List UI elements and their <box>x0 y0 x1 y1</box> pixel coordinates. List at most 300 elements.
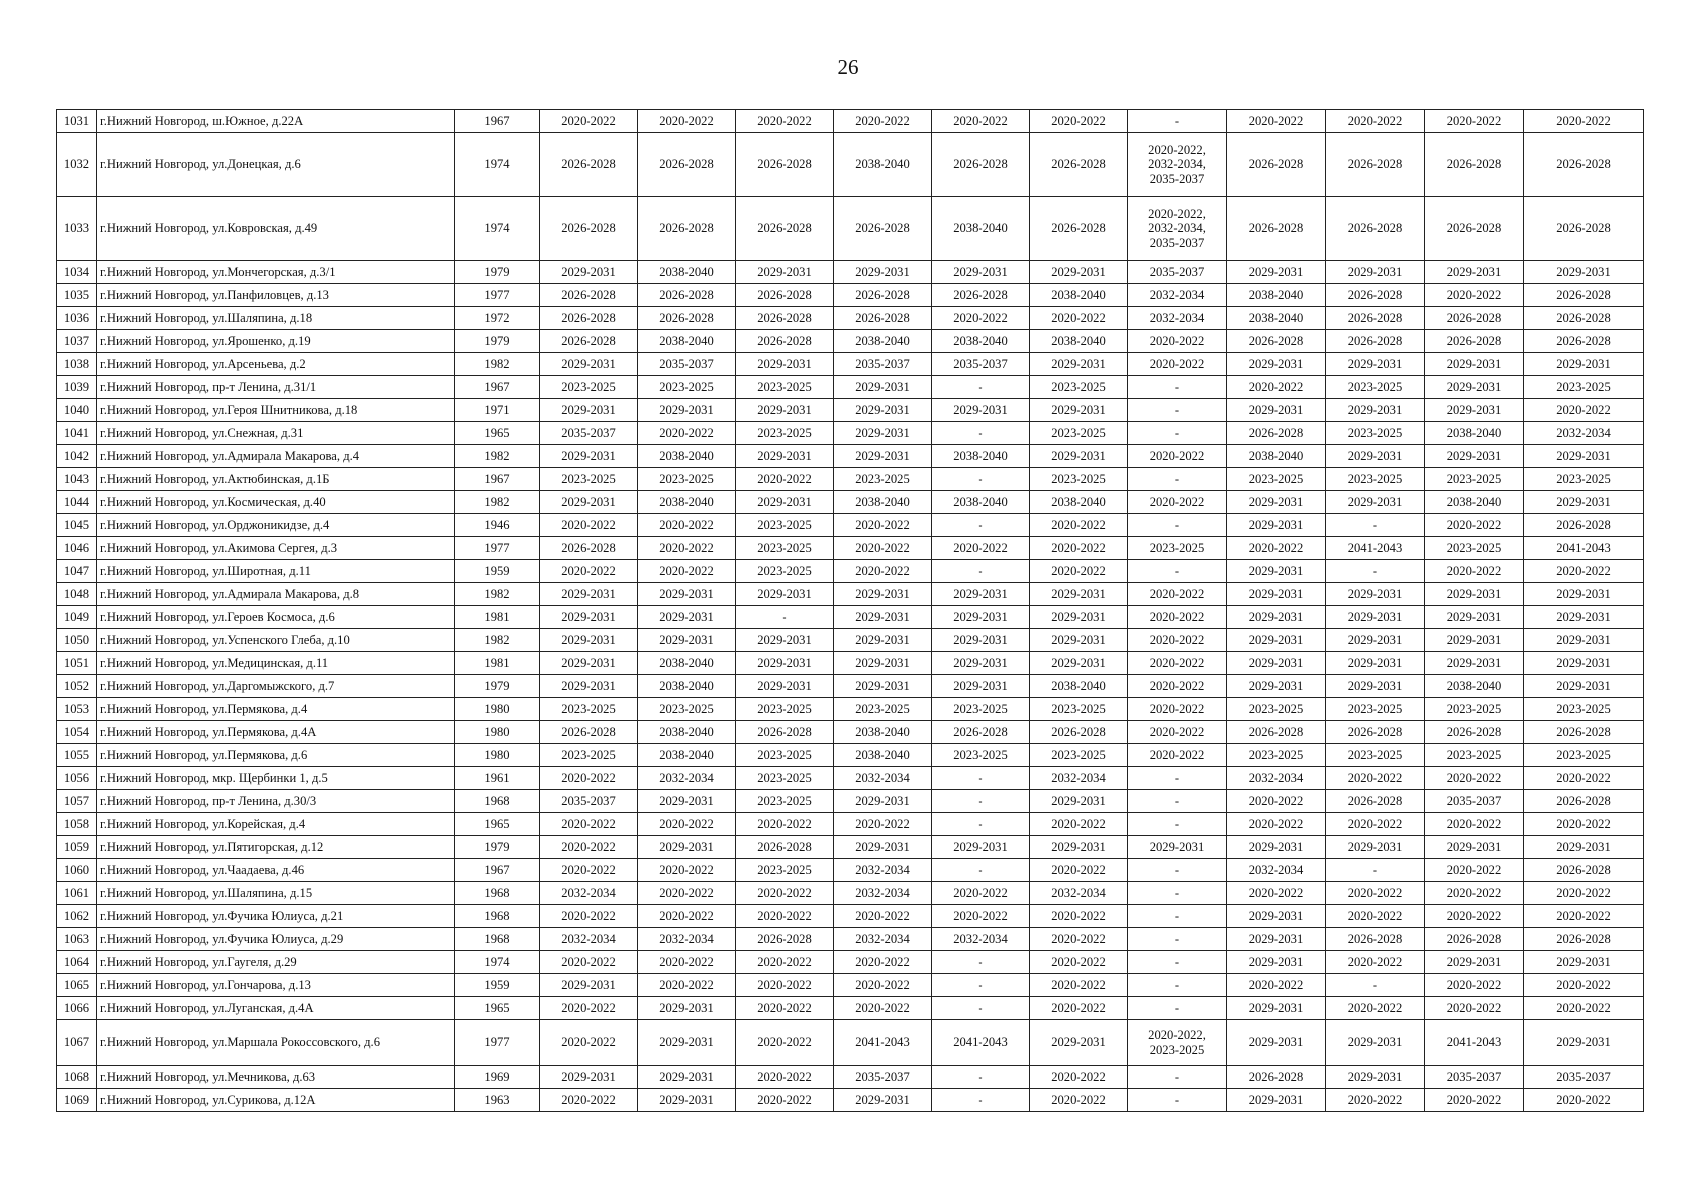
cell-repair-period-4: 2029-2031 <box>834 652 932 675</box>
cell-repair-period-8: 2029-2031 <box>1227 491 1326 514</box>
cell-repair-period-6: 2029-2031 <box>1030 261 1128 284</box>
cell-repair-period-3: 2026-2028 <box>736 284 834 307</box>
cell-row-number: 1044 <box>57 491 97 514</box>
cell-build-year: 1982 <box>455 353 540 376</box>
cell-repair-period-11: 2032-2034 <box>1524 422 1644 445</box>
cell-repair-period-4: 2038-2040 <box>834 330 932 353</box>
cell-repair-period-2: 2038-2040 <box>638 261 736 284</box>
cell-repair-period-1: 2020-2022 <box>540 951 638 974</box>
cell-repair-period-1: 2029-2031 <box>540 606 638 629</box>
cell-repair-period-5: 2020-2022 <box>932 110 1030 133</box>
cell-repair-period-10: 2023-2025 <box>1425 537 1524 560</box>
cell-repair-period-2: 2029-2031 <box>638 399 736 422</box>
cell-repair-period-5: 2041-2043 <box>932 1020 1030 1066</box>
cell-row-number: 1057 <box>57 790 97 813</box>
cell-repair-period-1: 2029-2031 <box>540 652 638 675</box>
cell-build-year: 1967 <box>455 468 540 491</box>
cell-address: г.Нижний Новгород, ул.Мечникова, д.63 <box>97 1066 455 1089</box>
cell-build-year: 1968 <box>455 790 540 813</box>
cell-repair-period-1: 2026-2028 <box>540 284 638 307</box>
cell-row-number: 1041 <box>57 422 97 445</box>
cell-repair-period-4: 2026-2028 <box>834 197 932 261</box>
cell-repair-period-2: 2029-2031 <box>638 1089 736 1112</box>
cell-row-number: 1052 <box>57 675 97 698</box>
cell-build-year: 1979 <box>455 330 540 353</box>
cell-repair-period-5: 2020-2022 <box>932 882 1030 905</box>
cell-repair-period-7: - <box>1128 468 1227 491</box>
table-row <box>57 1066 1644 1089</box>
cell-repair-period-1: 2032-2034 <box>540 882 638 905</box>
cell-repair-period-10: 2038-2040 <box>1425 491 1524 514</box>
cell-repair-period-9: 2023-2025 <box>1326 744 1425 767</box>
cell-repair-period-11: 2026-2028 <box>1524 133 1644 197</box>
cell-repair-period-9: 2029-2031 <box>1326 629 1425 652</box>
cell-repair-period-8: 2020-2022 <box>1227 813 1326 836</box>
table-row <box>57 261 1644 284</box>
cell-address: г.Нижний Новгород, ул.Снежная, д.31 <box>97 422 455 445</box>
cell-repair-period-10: 2038-2040 <box>1425 675 1524 698</box>
cell-repair-period-6: 2023-2025 <box>1030 422 1128 445</box>
cell-repair-period-3: 2026-2028 <box>736 133 834 197</box>
cell-repair-period-7: - <box>1128 813 1227 836</box>
cell-repair-period-7: 2020-2022 <box>1128 330 1227 353</box>
table-row <box>57 330 1644 353</box>
cell-repair-period-8: 2029-2031 <box>1227 629 1326 652</box>
cell-repair-period-6: 2029-2031 <box>1030 353 1128 376</box>
cell-repair-period-7: 2020-2022 <box>1128 675 1227 698</box>
cell-repair-period-5: - <box>932 1066 1030 1089</box>
cell-repair-period-7: 2020-2022 <box>1128 721 1227 744</box>
cell-repair-period-6: 2029-2031 <box>1030 790 1128 813</box>
cell-repair-period-2: 2029-2031 <box>638 836 736 859</box>
cell-repair-period-10: 2020-2022 <box>1425 882 1524 905</box>
cell-repair-period-2: 2038-2040 <box>638 445 736 468</box>
cell-build-year: 1980 <box>455 721 540 744</box>
table-row <box>57 859 1644 882</box>
cell-repair-period-6: 2023-2025 <box>1030 376 1128 399</box>
cell-repair-period-3: 2020-2022 <box>736 905 834 928</box>
cell-repair-period-9: 2020-2022 <box>1326 951 1425 974</box>
cell-repair-period-2: 2026-2028 <box>638 133 736 197</box>
cell-repair-period-10: 2029-2031 <box>1425 606 1524 629</box>
cell-repair-period-10: 2020-2022 <box>1425 905 1524 928</box>
cell-address: г.Нижний Новгород, ул.Акимова Сергея, д.3 <box>97 537 455 560</box>
cell-repair-period-4: 2023-2025 <box>834 698 932 721</box>
table-row <box>57 629 1644 652</box>
page-number: 26 <box>837 55 859 79</box>
cell-address: г.Нижний Новгород, ул.Гаугеля, д.29 <box>97 951 455 974</box>
cell-repair-period-8: 2026-2028 <box>1227 721 1326 744</box>
cell-address: г.Нижний Новгород, ул.Ярошенко, д.19 <box>97 330 455 353</box>
cell-repair-period-6: 2029-2031 <box>1030 583 1128 606</box>
cell-repair-period-7: - <box>1128 1089 1227 1112</box>
cell-row-number: 1037 <box>57 330 97 353</box>
cell-row-number: 1055 <box>57 744 97 767</box>
cell-repair-period-6: 2023-2025 <box>1030 744 1128 767</box>
cell-repair-period-2: 2038-2040 <box>638 330 736 353</box>
cell-repair-period-1: 2026-2028 <box>540 307 638 330</box>
cell-address: г.Нижний Новгород, ул.Героя Шнитникова, д.18 <box>97 399 455 422</box>
cell-repair-period-6: 2029-2031 <box>1030 652 1128 675</box>
cell-build-year: 1974 <box>455 133 540 197</box>
cell-build-year: 1981 <box>455 606 540 629</box>
cell-repair-period-7: - <box>1128 560 1227 583</box>
cell-address: г.Нижний Новгород, ул.Орджоникидзе, д.4 <box>97 514 455 537</box>
cell-repair-period-1: 2023-2025 <box>540 698 638 721</box>
cell-repair-period-11: 2029-2031 <box>1524 606 1644 629</box>
cell-repair-period-3: 2020-2022 <box>736 882 834 905</box>
cell-repair-period-7: - <box>1128 767 1227 790</box>
cell-repair-period-6: 2023-2025 <box>1030 468 1128 491</box>
cell-repair-period-8: 2029-2031 <box>1227 399 1326 422</box>
cell-address: г.Нижний Новгород, ул.Фучика Юлиуса, д.29 <box>97 928 455 951</box>
cell-build-year: 1968 <box>455 905 540 928</box>
cell-repair-period-8: 2020-2022 <box>1227 790 1326 813</box>
cell-repair-period-10: 2020-2022 <box>1425 813 1524 836</box>
cell-repair-period-9: 2029-2031 <box>1326 836 1425 859</box>
cell-repair-period-2: 2020-2022 <box>638 422 736 445</box>
cell-repair-period-2: 2029-2031 <box>638 583 736 606</box>
cell-repair-period-6: 2023-2025 <box>1030 698 1128 721</box>
cell-repair-period-6: 2032-2034 <box>1030 767 1128 790</box>
cell-repair-period-10: 2020-2022 <box>1425 514 1524 537</box>
cell-repair-period-2: 2032-2034 <box>638 928 736 951</box>
cell-repair-period-8: 2029-2031 <box>1227 997 1326 1020</box>
cell-repair-period-8: 2029-2031 <box>1227 836 1326 859</box>
cell-repair-period-5: 2038-2040 <box>932 197 1030 261</box>
cell-repair-period-2: 2038-2040 <box>638 721 736 744</box>
cell-repair-period-11: 2026-2028 <box>1524 790 1644 813</box>
cell-repair-period-3: 2020-2022 <box>736 951 834 974</box>
cell-repair-period-3: 2029-2031 <box>736 675 834 698</box>
cell-repair-period-4: 2029-2031 <box>834 422 932 445</box>
table-row <box>57 110 1644 133</box>
table-row <box>57 491 1644 514</box>
table-row <box>57 652 1644 675</box>
cell-address: г.Нижний Новгород, ул.Чаадаева, д.46 <box>97 859 455 882</box>
cell-build-year: 1981 <box>455 652 540 675</box>
cell-repair-period-6: 2020-2022 <box>1030 951 1128 974</box>
cell-repair-period-2: 2020-2022 <box>638 537 736 560</box>
cell-repair-period-3: 2029-2031 <box>736 652 834 675</box>
table-row <box>57 905 1644 928</box>
cell-build-year: 1977 <box>455 284 540 307</box>
cell-build-year: 1967 <box>455 859 540 882</box>
cell-repair-period-4: 2029-2031 <box>834 399 932 422</box>
cell-repair-period-3: 2029-2031 <box>736 445 834 468</box>
cell-address: г.Нижний Новгород, ул.Фучика Юлиуса, д.21 <box>97 905 455 928</box>
cell-repair-period-10: 2029-2031 <box>1425 376 1524 399</box>
cell-repair-period-3: 2020-2022 <box>736 813 834 836</box>
cell-repair-period-2: 2020-2022 <box>638 974 736 997</box>
cell-repair-period-9: 2029-2031 <box>1326 1020 1425 1066</box>
cell-repair-period-8: 2029-2031 <box>1227 675 1326 698</box>
table-row <box>57 284 1644 307</box>
cell-repair-period-1: 2023-2025 <box>540 376 638 399</box>
table-row <box>57 307 1644 330</box>
cell-repair-period-7: - <box>1128 882 1227 905</box>
cell-repair-period-9: 2020-2022 <box>1326 110 1425 133</box>
cell-build-year: 1967 <box>455 110 540 133</box>
cell-repair-period-11: 2020-2022 <box>1524 110 1644 133</box>
cell-repair-period-1: 2020-2022 <box>540 1020 638 1066</box>
cell-repair-period-1: 2023-2025 <box>540 744 638 767</box>
cell-repair-period-11: 2029-2031 <box>1524 652 1644 675</box>
cell-repair-period-10: 2029-2031 <box>1425 261 1524 284</box>
cell-repair-period-7: 2020-2022 <box>1128 698 1227 721</box>
cell-address: г.Нижний Новгород, мкр. Щербинки 1, д.5 <box>97 767 455 790</box>
cell-repair-period-5: 2029-2031 <box>932 629 1030 652</box>
cell-repair-period-11: 2026-2028 <box>1524 514 1644 537</box>
cell-repair-period-7: 2020-2022 <box>1128 491 1227 514</box>
cell-repair-period-4: 2038-2040 <box>834 721 932 744</box>
cell-row-number: 1046 <box>57 537 97 560</box>
cell-repair-period-11: 2020-2022 <box>1524 767 1644 790</box>
cell-build-year: 1961 <box>455 767 540 790</box>
cell-repair-period-4: 2032-2034 <box>834 859 932 882</box>
cell-repair-period-1: 2029-2031 <box>540 261 638 284</box>
cell-repair-period-6: 2029-2031 <box>1030 836 1128 859</box>
cell-repair-period-2: 2023-2025 <box>638 698 736 721</box>
cell-address: г.Нижний Новгород, ул.Ковровская, д.49 <box>97 197 455 261</box>
cell-row-number: 1031 <box>57 110 97 133</box>
cell-repair-period-10: 2029-2031 <box>1425 629 1524 652</box>
cell-repair-period-4: 2038-2040 <box>834 744 932 767</box>
cell-repair-period-11: 2029-2031 <box>1524 1020 1644 1066</box>
cell-repair-period-4: 2029-2031 <box>834 836 932 859</box>
cell-repair-period-4: 2035-2037 <box>834 353 932 376</box>
cell-repair-period-9: 2029-2031 <box>1326 606 1425 629</box>
cell-repair-period-10: 2029-2031 <box>1425 583 1524 606</box>
cell-row-number: 1063 <box>57 928 97 951</box>
cell-repair-period-1: 2020-2022 <box>540 767 638 790</box>
cell-repair-period-1: 2026-2028 <box>540 537 638 560</box>
cell-repair-period-10: 2026-2028 <box>1425 330 1524 353</box>
cell-repair-period-7: 2035-2037 <box>1128 261 1227 284</box>
cell-repair-period-11: 2023-2025 <box>1524 376 1644 399</box>
cell-repair-period-7: - <box>1128 905 1227 928</box>
cell-repair-period-6: 2020-2022 <box>1030 1089 1128 1112</box>
cell-repair-period-1: 2029-2031 <box>540 974 638 997</box>
cell-repair-period-5: - <box>932 790 1030 813</box>
cell-repair-period-8: 2026-2028 <box>1227 1066 1326 1089</box>
table-row <box>57 197 1644 261</box>
cell-build-year: 1972 <box>455 307 540 330</box>
cell-row-number: 1069 <box>57 1089 97 1112</box>
cell-repair-period-8: 2026-2028 <box>1227 422 1326 445</box>
cell-repair-period-11: 2020-2022 <box>1524 974 1644 997</box>
cell-repair-period-8: 2038-2040 <box>1227 307 1326 330</box>
cell-row-number: 1058 <box>57 813 97 836</box>
cell-repair-period-8: 2020-2022 <box>1227 882 1326 905</box>
cell-repair-period-7: 2029-2031 <box>1128 836 1227 859</box>
cell-repair-period-7: 2020-2022, 2032-2034, 2035-2037 <box>1128 197 1227 261</box>
cell-repair-period-4: 2029-2031 <box>834 583 932 606</box>
cell-repair-period-9: 2029-2031 <box>1326 353 1425 376</box>
table-body <box>57 110 1644 1112</box>
cell-repair-period-6: 2029-2031 <box>1030 399 1128 422</box>
cell-row-number: 1060 <box>57 859 97 882</box>
cell-repair-period-5: - <box>932 997 1030 1020</box>
table-row <box>57 767 1644 790</box>
cell-repair-period-7: 2020-2022 <box>1128 652 1227 675</box>
cell-repair-period-5: 2020-2022 <box>932 905 1030 928</box>
cell-repair-period-9: 2029-2031 <box>1326 652 1425 675</box>
cell-repair-period-1: 2026-2028 <box>540 197 638 261</box>
cell-repair-period-6: 2038-2040 <box>1030 491 1128 514</box>
cell-repair-period-11: 2020-2022 <box>1524 997 1644 1020</box>
cell-repair-period-2: 2020-2022 <box>638 110 736 133</box>
cell-build-year: 1969 <box>455 1066 540 1089</box>
cell-repair-period-4: 2020-2022 <box>834 813 932 836</box>
cell-address: г.Нижний Новгород, ул.Шаляпина, д.18 <box>97 307 455 330</box>
cell-repair-period-5: 2029-2031 <box>932 606 1030 629</box>
cell-repair-period-7: - <box>1128 997 1227 1020</box>
cell-repair-period-4: 2020-2022 <box>834 560 932 583</box>
cell-repair-period-9: 2020-2022 <box>1326 813 1425 836</box>
cell-repair-period-5: 2038-2040 <box>932 491 1030 514</box>
cell-repair-period-11: 2020-2022 <box>1524 905 1644 928</box>
cell-address: г.Нижний Новгород, пр-т Ленина, д.30/3 <box>97 790 455 813</box>
cell-build-year: 1963 <box>455 1089 540 1112</box>
cell-repair-period-2: 2023-2025 <box>638 376 736 399</box>
cell-repair-period-4: 2020-2022 <box>834 110 932 133</box>
cell-repair-period-1: 2020-2022 <box>540 836 638 859</box>
cell-repair-period-1: 2026-2028 <box>540 721 638 744</box>
cell-repair-period-6: 2026-2028 <box>1030 197 1128 261</box>
cell-repair-period-6: 2020-2022 <box>1030 859 1128 882</box>
cell-repair-period-11: 2029-2031 <box>1524 629 1644 652</box>
cell-repair-period-5: 2038-2040 <box>932 445 1030 468</box>
cell-repair-period-3: 2020-2022 <box>736 1020 834 1066</box>
cell-repair-period-4: 2023-2025 <box>834 468 932 491</box>
table-row <box>57 813 1644 836</box>
cell-repair-period-5: 2023-2025 <box>932 698 1030 721</box>
cell-row-number: 1054 <box>57 721 97 744</box>
cell-row-number: 1053 <box>57 698 97 721</box>
cell-repair-period-11: 2029-2031 <box>1524 261 1644 284</box>
cell-repair-period-9: 2020-2022 <box>1326 997 1425 1020</box>
cell-repair-period-5: 2020-2022 <box>932 537 1030 560</box>
cell-repair-period-3: 2020-2022 <box>736 1089 834 1112</box>
cell-repair-period-2: 2020-2022 <box>638 882 736 905</box>
cell-repair-period-11: 2029-2031 <box>1524 836 1644 859</box>
cell-repair-period-4: 2020-2022 <box>834 537 932 560</box>
cell-repair-period-1: 2023-2025 <box>540 468 638 491</box>
cell-repair-period-7: - <box>1128 790 1227 813</box>
cell-address: г.Нижний Новгород, ул.Шаляпина, д.15 <box>97 882 455 905</box>
cell-repair-period-3: 2029-2031 <box>736 583 834 606</box>
cell-repair-period-5: - <box>932 767 1030 790</box>
cell-repair-period-7: - <box>1128 514 1227 537</box>
cell-repair-period-8: 2029-2031 <box>1227 514 1326 537</box>
cell-address: г.Нижний Новгород, ул.Мончегорская, д.3/1 <box>97 261 455 284</box>
cell-row-number: 1040 <box>57 399 97 422</box>
cell-repair-period-5: - <box>932 560 1030 583</box>
cell-repair-period-9: 2026-2028 <box>1326 790 1425 813</box>
cell-build-year: 1968 <box>455 882 540 905</box>
cell-repair-period-9: 2020-2022 <box>1326 767 1425 790</box>
cell-repair-period-11: 2020-2022 <box>1524 1089 1644 1112</box>
cell-repair-period-7: 2020-2022 <box>1128 445 1227 468</box>
cell-repair-period-11: 2026-2028 <box>1524 284 1644 307</box>
cell-repair-period-9: 2023-2025 <box>1326 698 1425 721</box>
cell-address: г.Нижний Новгород, ул.Адмирала Макарова, д.4 <box>97 445 455 468</box>
cell-repair-period-10: 2038-2040 <box>1425 422 1524 445</box>
cell-repair-period-9: 2029-2031 <box>1326 675 1425 698</box>
cell-repair-period-7: 2020-2022 <box>1128 744 1227 767</box>
cell-repair-period-5: 2029-2031 <box>932 261 1030 284</box>
cell-repair-period-6: 2020-2022 <box>1030 997 1128 1020</box>
cell-repair-period-2: 2029-2031 <box>638 606 736 629</box>
table-row <box>57 721 1644 744</box>
cell-repair-period-10: 2020-2022 <box>1425 284 1524 307</box>
cell-repair-period-4: 2029-2031 <box>834 376 932 399</box>
cell-repair-period-7: - <box>1128 859 1227 882</box>
table-row <box>57 951 1644 974</box>
cell-repair-period-1: 2020-2022 <box>540 813 638 836</box>
table-row <box>57 583 1644 606</box>
cell-repair-period-9: 2026-2028 <box>1326 197 1425 261</box>
cell-repair-period-8: 2029-2031 <box>1227 928 1326 951</box>
cell-repair-period-5: 2029-2031 <box>932 836 1030 859</box>
cell-repair-period-10: 2020-2022 <box>1425 974 1524 997</box>
cell-repair-period-8: 2029-2031 <box>1227 905 1326 928</box>
cell-repair-period-7: - <box>1128 1066 1227 1089</box>
cell-repair-period-5: 2026-2028 <box>932 721 1030 744</box>
cell-repair-period-4: 2032-2034 <box>834 767 932 790</box>
cell-repair-period-7: - <box>1128 422 1227 445</box>
cell-repair-period-8: 2029-2031 <box>1227 353 1326 376</box>
cell-repair-period-4: 2029-2031 <box>834 629 932 652</box>
cell-repair-period-1: 2026-2028 <box>540 330 638 353</box>
cell-build-year: 1982 <box>455 583 540 606</box>
cell-row-number: 1049 <box>57 606 97 629</box>
cell-row-number: 1034 <box>57 261 97 284</box>
cell-repair-period-3: 2023-2025 <box>736 859 834 882</box>
cell-repair-period-2: 2026-2028 <box>638 197 736 261</box>
cell-address: г.Нижний Новгород, ул.Панфиловцев, д.13 <box>97 284 455 307</box>
table-row <box>57 675 1644 698</box>
cell-repair-period-1: 2029-2031 <box>540 399 638 422</box>
cell-repair-period-6: 2020-2022 <box>1030 307 1128 330</box>
cell-address: г.Нижний Новгород, ул.Пятигорская, д.12 <box>97 836 455 859</box>
cell-repair-period-2: 2029-2031 <box>638 1066 736 1089</box>
cell-repair-period-10: 2029-2031 <box>1425 399 1524 422</box>
cell-repair-period-8: 2026-2028 <box>1227 330 1326 353</box>
cell-repair-period-2: 2038-2040 <box>638 491 736 514</box>
cell-repair-period-5: - <box>932 1089 1030 1112</box>
cell-repair-period-9: 2026-2028 <box>1326 307 1425 330</box>
cell-repair-period-9: 2029-2031 <box>1326 491 1425 514</box>
table-row <box>57 133 1644 197</box>
cell-repair-period-8: 2029-2031 <box>1227 652 1326 675</box>
cell-row-number: 1033 <box>57 197 97 261</box>
cell-repair-period-6: 2029-2031 <box>1030 1020 1128 1066</box>
table-row <box>57 744 1644 767</box>
table-row <box>57 1020 1644 1066</box>
cell-repair-period-2: 2032-2034 <box>638 767 736 790</box>
cell-repair-period-7: 2020-2022 <box>1128 606 1227 629</box>
cell-repair-period-10: 2029-2031 <box>1425 353 1524 376</box>
cell-repair-period-2: 2026-2028 <box>638 307 736 330</box>
cell-repair-period-8: 2029-2031 <box>1227 560 1326 583</box>
cell-repair-period-2: 2038-2040 <box>638 744 736 767</box>
cell-repair-period-6: 2020-2022 <box>1030 514 1128 537</box>
cell-repair-period-4: 2026-2028 <box>834 307 932 330</box>
cell-repair-period-10: 2035-2037 <box>1425 1066 1524 1089</box>
cell-address: г.Нижний Новгород, ул.Широтная, д.11 <box>97 560 455 583</box>
